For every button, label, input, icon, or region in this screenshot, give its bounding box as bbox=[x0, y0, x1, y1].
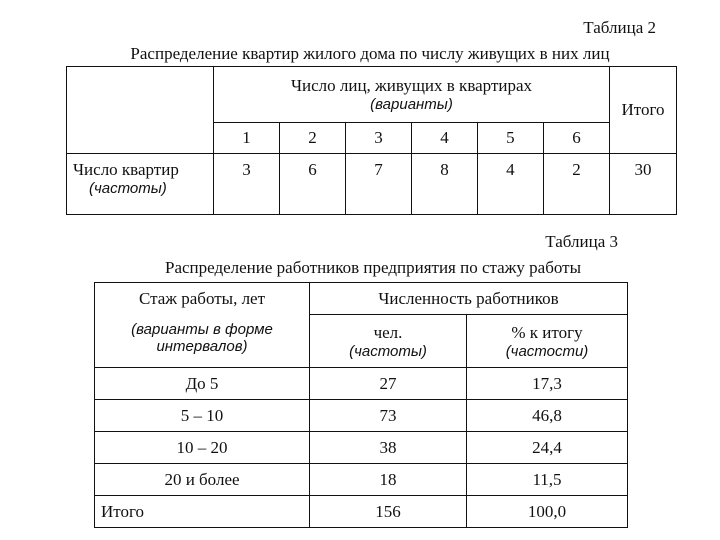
table3-percent-cell: 17,3 bbox=[467, 368, 628, 400]
table-row bbox=[95, 368, 628, 400]
table2 bbox=[66, 66, 677, 215]
table2-corner-cell bbox=[67, 67, 214, 154]
table3-count-cell: 27 bbox=[310, 368, 467, 400]
table2-value-cell: 3 bbox=[214, 154, 280, 215]
table2-title: Распределение квартир жилого дома по числу живущих в них лиц bbox=[130, 44, 610, 63]
table-row bbox=[95, 432, 628, 464]
table3-col3-label: % к итогу bbox=[511, 322, 583, 342]
table3-count-cell: 73 bbox=[310, 400, 467, 432]
table3-interval-cell: 5 – 10 bbox=[95, 400, 310, 432]
table2-number: Таблица 2 bbox=[583, 18, 656, 37]
table3 bbox=[94, 282, 628, 528]
table3-percent-cell: 11,5 bbox=[467, 464, 628, 496]
table-row-total bbox=[95, 496, 628, 528]
table2-variant-cell: 3 bbox=[345, 123, 411, 154]
table3-col2-label: чел. bbox=[373, 322, 403, 342]
table3-col1-header bbox=[95, 283, 310, 368]
table-row bbox=[95, 400, 628, 432]
table3-col1-sub: (варианты в форме интервалов) bbox=[131, 321, 273, 355]
table3-group-header: Численность работников bbox=[310, 283, 628, 315]
table2-variant-cell: 2 bbox=[279, 123, 345, 154]
table2-variant-cell: 4 bbox=[411, 123, 477, 154]
table2-value-cell: 6 bbox=[279, 154, 345, 215]
table2-value-cell: 4 bbox=[477, 154, 543, 215]
table2-group-header bbox=[214, 67, 610, 123]
table3-col3-sub: (частости) bbox=[505, 342, 589, 360]
table3-interval-cell: До 5 bbox=[95, 368, 310, 400]
table3-number: Таблица 3 bbox=[545, 232, 618, 251]
table3-percent-cell: 24,4 bbox=[467, 432, 628, 464]
table3-interval-cell: 10 – 20 bbox=[95, 432, 310, 464]
table3-title: Распределение работников предприятия по стажу работы bbox=[164, 258, 582, 277]
table2-group-label: Число лиц, живущих в квартирах bbox=[290, 76, 533, 95]
table3-col2-header bbox=[310, 315, 467, 368]
table2-variant-cell: 1 bbox=[214, 123, 280, 154]
table2-row-label-sub: (частоты) bbox=[89, 180, 167, 197]
table-row bbox=[95, 464, 628, 496]
table2-total-header: Итого bbox=[610, 67, 677, 154]
table3-col1-label: Стаж работы, лет bbox=[138, 289, 266, 308]
table3-count-cell: 38 bbox=[310, 432, 467, 464]
table2-total-cell: 30 bbox=[610, 154, 677, 215]
table3-total-label: Итого bbox=[95, 496, 310, 528]
table2-value-cell: 7 bbox=[345, 154, 411, 215]
table2-group-sub: (варианты) bbox=[370, 96, 453, 113]
table3-percent-cell: 46,8 bbox=[467, 400, 628, 432]
table3-count-cell: 18 bbox=[310, 464, 467, 496]
table3-interval-cell: 20 и более bbox=[95, 464, 310, 496]
table3-total-percent: 100,0 bbox=[467, 496, 628, 528]
table2-variant-cell: 5 bbox=[477, 123, 543, 154]
table2-value-cell: 8 bbox=[411, 154, 477, 215]
table2-row-label bbox=[67, 154, 214, 215]
table2-row-label-text: Число квартир bbox=[73, 160, 179, 179]
table2-variant-cell: 6 bbox=[543, 123, 609, 154]
table2-value-cell: 2 bbox=[543, 154, 609, 215]
table3-total-count: 156 bbox=[310, 496, 467, 528]
table3-col3-header bbox=[467, 315, 628, 368]
table3-col2-sub: (частоты) bbox=[349, 342, 427, 360]
